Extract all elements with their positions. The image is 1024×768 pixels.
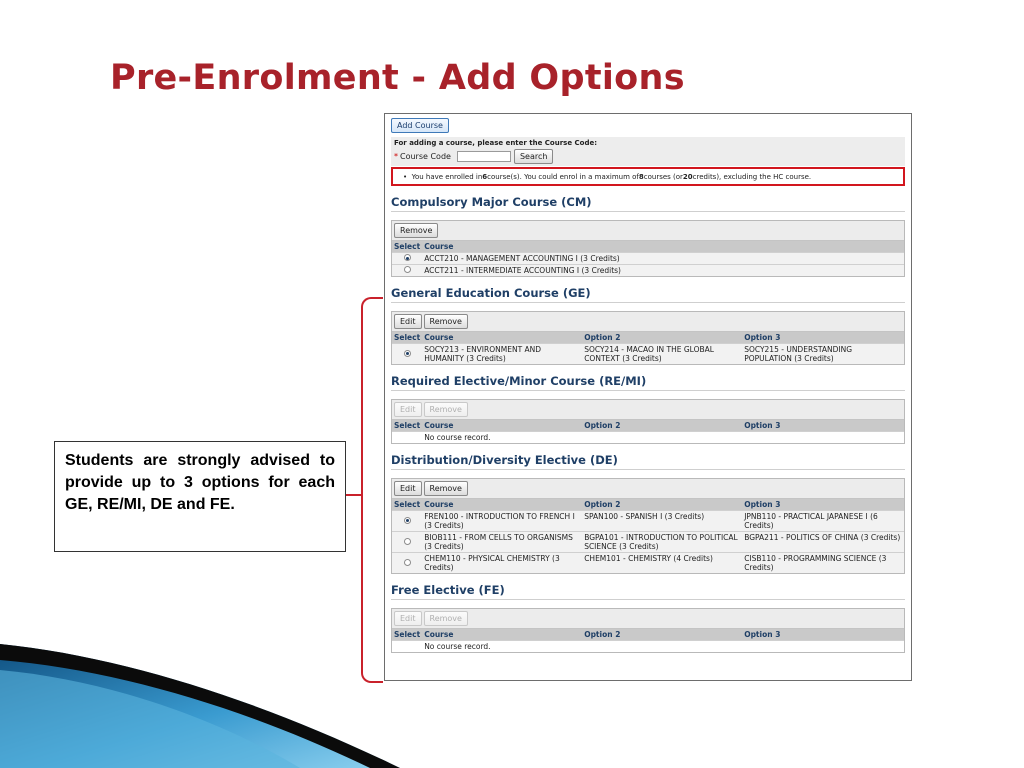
section-ge [391,311,905,365]
header-select: Select [394,630,421,639]
option-2-cell: CHEM101 - CHEMISTRY (4 Credits) [582,553,742,574]
course-cell: CHEM110 - PHYSICAL CHEMISTRY (3 Credits) [422,553,582,574]
empty-record: No course record. [422,641,904,653]
header-select: Select [394,333,421,342]
section-title-remi: Required Elective/Minor Course (RE/MI) [391,374,905,391]
section-fe [391,608,905,653]
info-text-4: credits), excluding the HC course. [692,172,812,181]
option-3-cell: JPNB110 - PRACTICAL JAPANESE I (6 Credits) [742,511,904,532]
course-cell: FREN100 - INTRODUCTION TO FRENCH I (3 Credits) [422,511,582,532]
bullet-icon: • [403,172,408,181]
cm-remove-button[interactable]: Remove [394,223,438,238]
header-course: Course [422,629,582,641]
table-row [392,265,904,277]
header-option-2: Option 2 [582,420,742,432]
red-bracket-pointer [345,494,362,496]
header-option-3: Option 3 [742,499,904,511]
remi-remove-button[interactable]: Remove [424,402,468,417]
option-3-cell: CISB110 - PROGRAMMING SCIENCE (3 Credits) [742,553,904,574]
enrolment-info-message [391,167,905,186]
header-course: Course [422,420,582,432]
ge-edit-button[interactable]: Edit [394,314,422,329]
select-radio[interactable] [404,559,411,566]
header-course: Course [422,241,904,253]
course-code-label: Course Code [400,152,451,161]
course-cell: BIOB111 - FROM CELLS TO ORGANISMS (3 Credits) [422,532,582,553]
fe-edit-button[interactable]: Edit [394,611,422,626]
course-code-instruction: For adding a course, please enter the Course Code: [394,139,598,147]
course-code-panel [391,137,905,166]
enrolled-count: 6 [482,172,488,181]
option-3-cell: SOCY215 - UNDERSTANDING POPULATION (3 Credits) [742,344,904,365]
search-button[interactable]: Search [514,149,553,164]
table-row [392,253,904,265]
section-cm [391,220,905,277]
option-2-cell: SPAN100 - SPANISH I (3 Credits) [582,511,742,532]
advice-callout: Students are strongly advised to provide up to 3 options for each GE, RE/MI, DE and FE. [54,441,346,552]
pre-enrolment-screenshot [384,113,912,681]
ge-remove-button[interactable]: Remove [424,314,468,329]
header-option-2: Option 2 [582,499,742,511]
table-row [392,511,904,532]
select-radio[interactable] [404,538,411,545]
table-row [392,532,904,553]
max-courses: 8 [638,172,644,181]
table-row [392,344,904,365]
header-select: Select [394,421,421,430]
max-credits: 20 [682,172,693,181]
option-2-cell: BGPA101 - INTRODUCTION TO POLITICAL SCIENCE (3 Credits) [582,532,742,553]
select-radio[interactable] [404,517,411,524]
header-course: Course [422,499,582,511]
remi-edit-button[interactable]: Edit [394,402,422,417]
de-edit-button[interactable]: Edit [394,481,422,496]
red-bracket [361,297,383,683]
header-select: Select [394,500,421,509]
table-row [392,432,904,444]
empty-record: No course record. [422,432,904,444]
select-radio[interactable] [404,254,411,261]
section-title-cm: Compulsory Major Course (CM) [391,195,905,212]
section-title-fe: Free Elective (FE) [391,583,905,600]
header-option-2: Option 2 [582,332,742,344]
course-code-input[interactable] [457,151,511,162]
option-3-cell: BGPA211 - POLITICS OF CHINA (3 Credits) [742,532,904,553]
header-select: Select [394,242,421,251]
course-cell: ACCT210 - MANAGEMENT ACCOUNTING I (3 Credits) [422,253,904,265]
section-title-de: Distribution/Diversity Elective (DE) [391,453,905,470]
table-row [392,641,904,653]
wave-decoration [0,640,400,768]
fe-remove-button[interactable]: Remove [424,611,468,626]
header-course: Course [422,332,582,344]
section-de [391,478,905,574]
course-cell: ACCT211 - INTERMEDIATE ACCOUNTING I (3 Credits) [422,265,904,277]
table-row [392,553,904,574]
header-option-3: Option 3 [742,332,904,344]
select-radio[interactable] [404,266,411,273]
option-2-cell: SOCY214 - MACAO IN THE GLOBAL CONTEXT (3 Credits) [582,344,742,365]
required-marker: * [394,152,398,161]
info-text-1: You have enrolled in [411,172,483,181]
header-option-3: Option 3 [742,420,904,432]
select-radio[interactable] [404,350,411,357]
header-option-3: Option 3 [742,629,904,641]
add-course-button[interactable]: Add Course [391,118,449,133]
info-text-3: courses (or [643,172,683,181]
slide-title: Pre-Enrolment - Add Options [110,58,685,98]
section-remi [391,399,905,444]
info-text-2: course(s). You could enrol in a maximum of [487,172,639,181]
section-title-ge: General Education Course (GE) [391,286,905,303]
de-remove-button[interactable]: Remove [424,481,468,496]
course-cell: SOCY213 - ENVIRONMENT AND HUMANITY (3 Credits) [422,344,582,365]
header-option-2: Option 2 [582,629,742,641]
